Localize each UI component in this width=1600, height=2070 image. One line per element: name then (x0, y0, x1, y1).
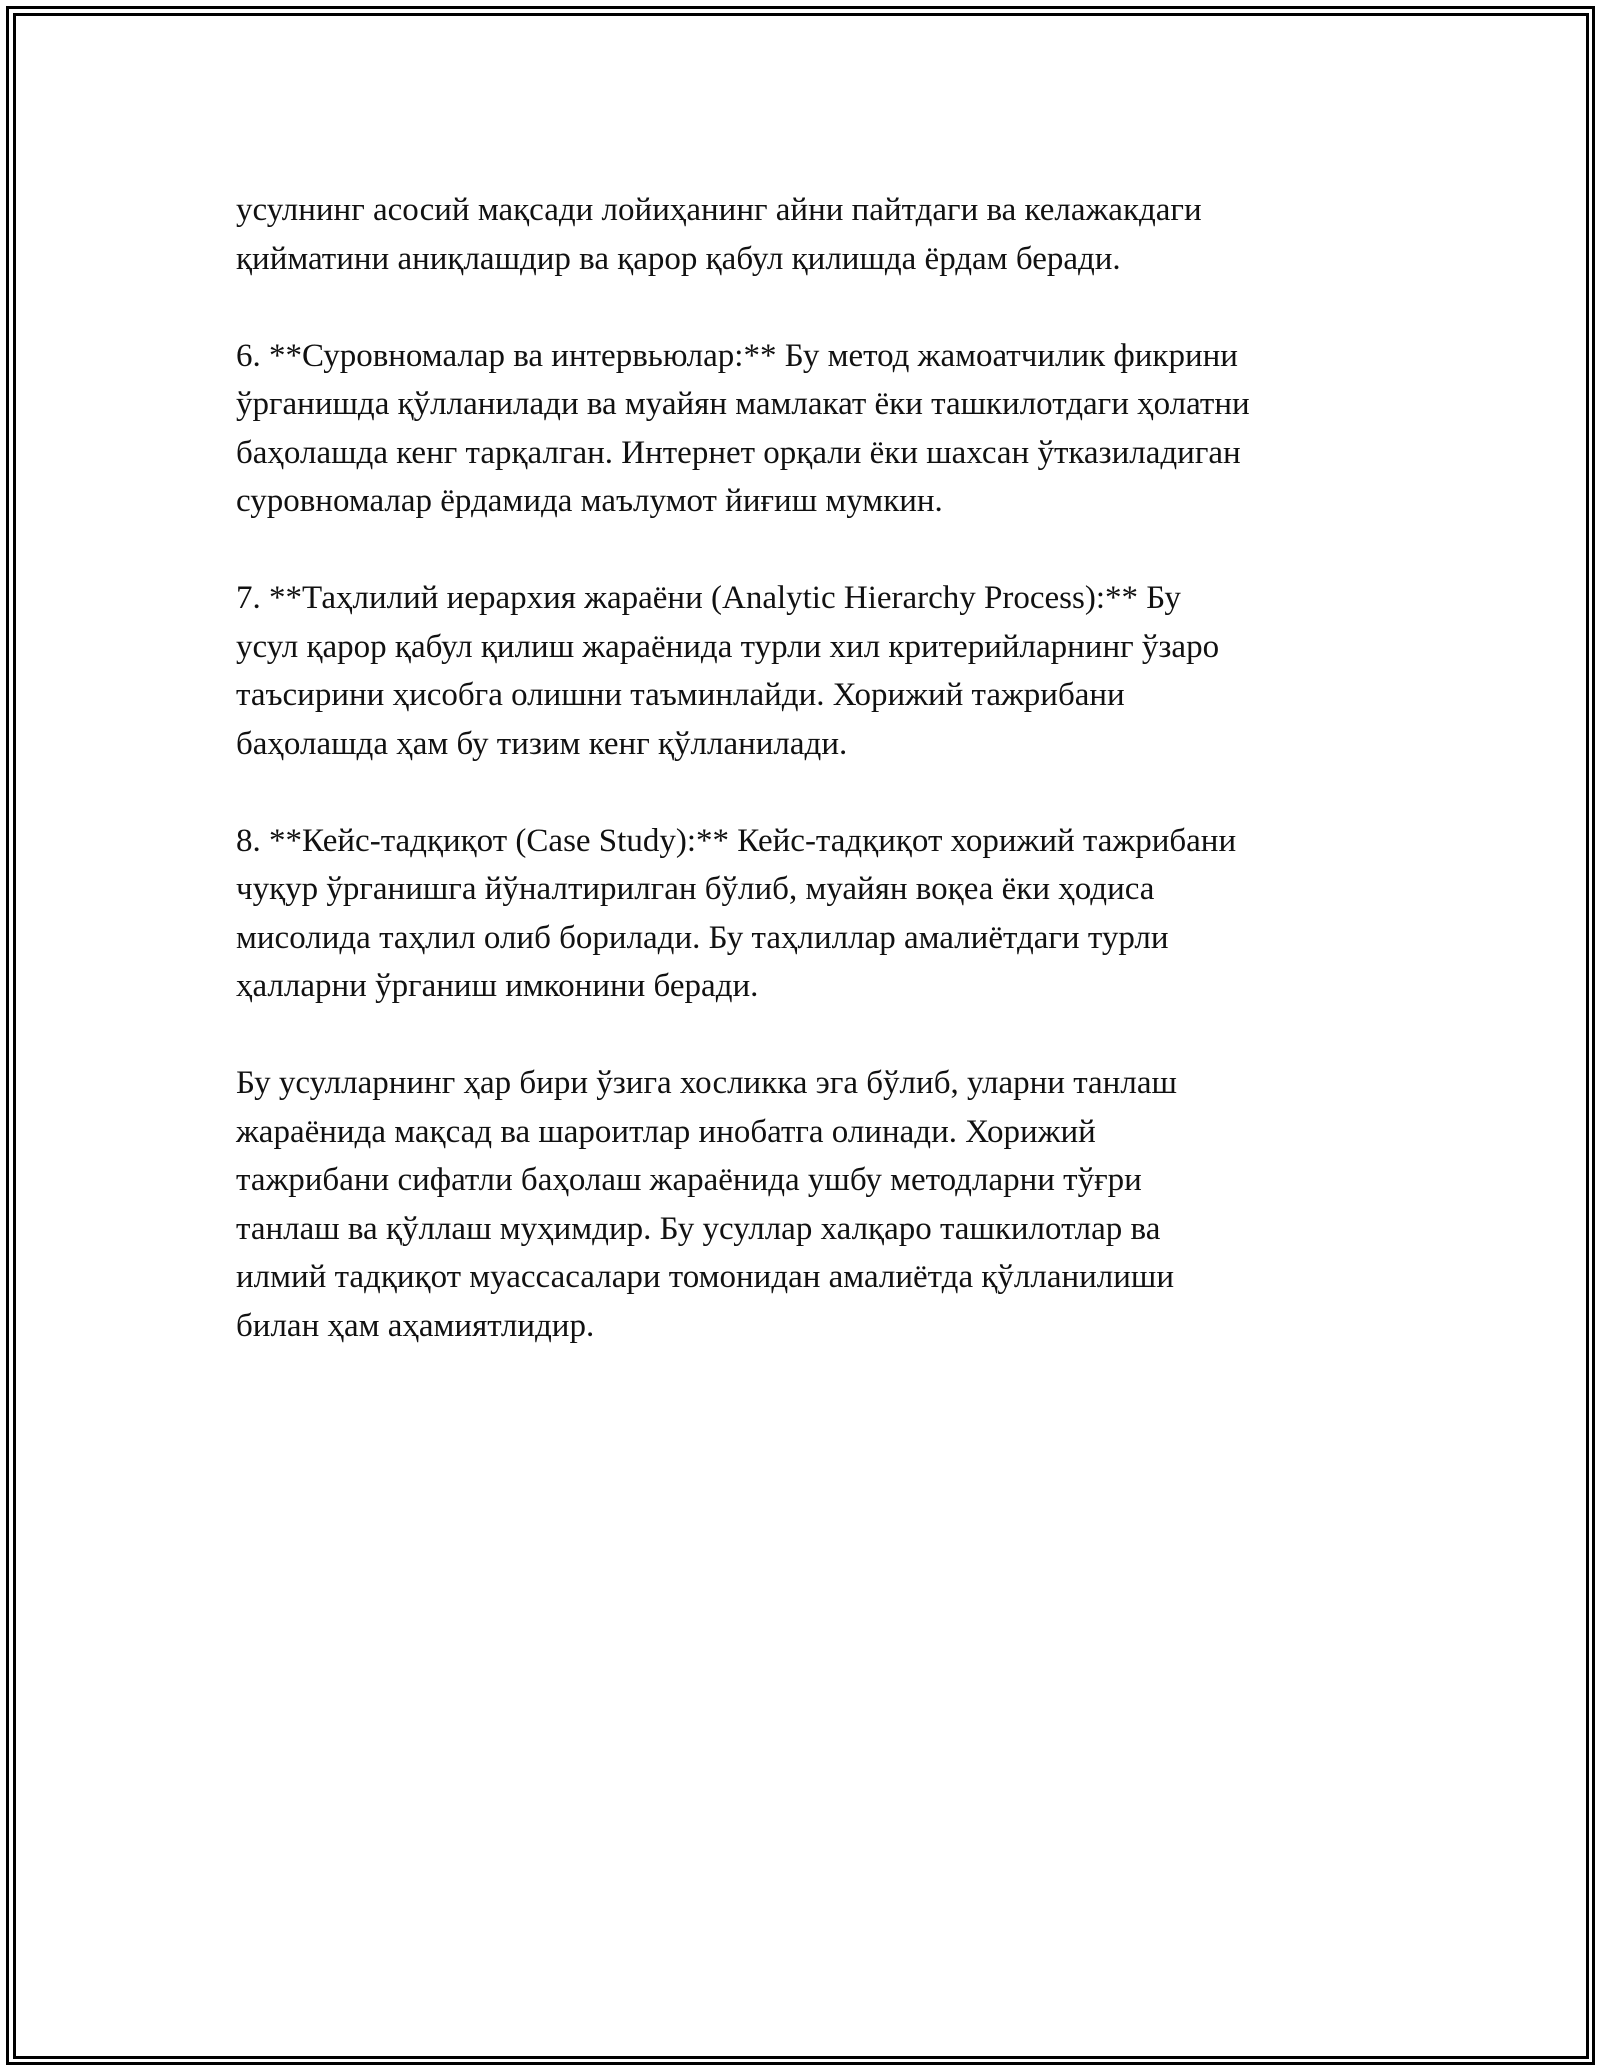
paragraph-item-8-case-study: 8. **Кейс-тадқиқот (Case Study):** Кейс-тадқиқот хорижий тажрибани чуқур ўрганишга йўналтирилган бўлиб, муайян воқеа ёки ҳодиса мисолида таҳлил олиб борилади. Бу таҳлиллар амалиётдаги турли ҳалларни ўрганиш имконини беради. (236, 822, 1237, 1004)
paragraph-item-6-surveys: 6. **Суровномалар ва интервьюлар:** Бу метод жамоатчилик фикрини ўрганишда қўлланилади ва муайян мамлакат ёки ташкилотдаги ҳолатни баҳолашда кенг тарқалган. Интернет орқали ёки шахсан ўтказиладиган суровномалар ёрдамида маълумот йиғиш мумкин. (236, 337, 1250, 519)
paragraph-item-7-ahp: 7. **Таҳлилий иерархия жараёни (Analytic Hierarchy Process):** Бу усул қарор қабул қилиш жараёнида турли хил критерийларнинг ўзаро таъсирини ҳисобга олишни таъминлайди. Хорижий тажрибани баҳолашда ҳам бу тизим кенг қўлланилади. (236, 580, 1220, 762)
paragraph-intro-continuation: усулнинг асосий мақсади лойиҳанинг айни пайтдаги ва келажакдаги қийматини аниқлашдир ва қарор қабул қилишда ёрдам беради. (236, 192, 1202, 277)
document-body (236, 186, 1396, 1399)
paragraph-conclusion: Бу усулларнинг ҳар бири ўзига хосликка эга бўлиб, уларни танлаш жараёнида мақсад ва шароитлар инобатга олинади. Хорижий тажрибани сифатли баҳолаш жараёнида ушбу методларни тўғри танлаш ва қўллаш муҳимдир. Бу усуллар халқаро ташкилотлар ва илмий тадқиқот муассасалари томонидан амалиётда қўлланилиши билан ҳам аҳамиятлидир. (236, 1065, 1177, 1344)
